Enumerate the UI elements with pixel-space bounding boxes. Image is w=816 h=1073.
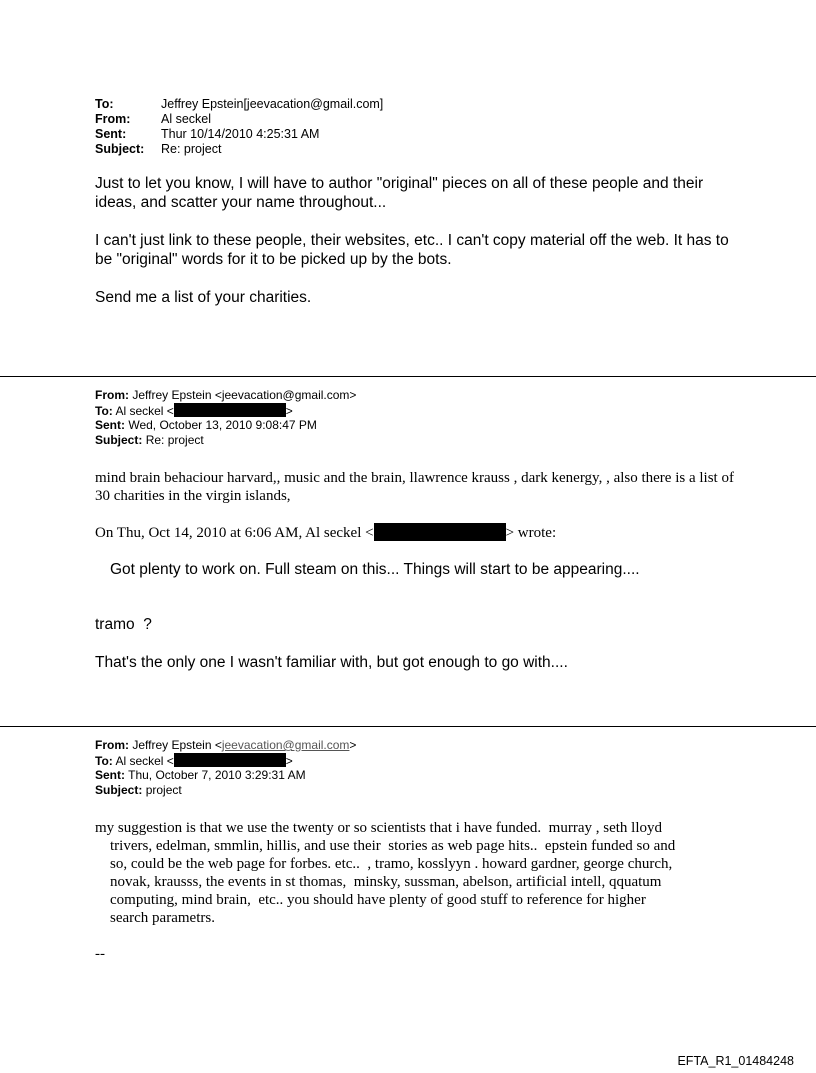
quote-intro-prefix: On Thu, Oct 14, 2010 at 6:06 AM, Al seckel < (95, 525, 374, 541)
sent-label: Sent: (95, 768, 125, 782)
subject-value: project (145, 783, 182, 797)
msg1-paragraph-2: I can't just link to these people, their websites, etc.. I can't copy material off the web. It has to be "original" words for it to be picked up by the bots. (95, 232, 729, 268)
msg1-paragraph-3: Send me a list of your charities. (95, 289, 312, 306)
subject-label: Subject: (95, 142, 145, 156)
msg3-body-line-4: novak, krausss, the events in st thomas, minsky, sussman, abelson, artificial intell, qquatum (110, 874, 662, 890)
msg3-to-row (95, 753, 356, 768)
msg2-header (95, 388, 356, 448)
msg2-sent-row (95, 418, 356, 433)
sent-label: Sent: (95, 127, 127, 141)
from-value: Al seckel (161, 112, 212, 126)
from-suffix: > (349, 738, 357, 752)
divider-1 (0, 376, 816, 377)
from-email-link[interactable]: jeevacation@gmail.com (221, 738, 350, 752)
msg3-body-line-5: computing, mind brain, etc.. you should have plenty of good stuff to reference for higher (110, 892, 646, 908)
msg2-quote-intro (95, 523, 556, 542)
msg3-body-line-3: so, could be the web page for forbes. etc.. , tramo, kosslyyn . howard gardner, george church, (110, 856, 673, 872)
document-id: EFTA_R1_01484248 (677, 1054, 794, 1068)
msg3-from-row (95, 738, 356, 753)
from-label: From: (95, 112, 131, 126)
msg3-sent-row (95, 768, 356, 783)
subject-value: Re: project (145, 433, 204, 447)
msg1-to-row (95, 97, 383, 112)
msg3-signature: -- (95, 946, 105, 962)
msg2-quoted-text: Got plenty to work on. Full steam on this... Things will start to be appearing.... (110, 561, 640, 578)
from-value: Jeffrey Epstein <jeevacation@gmail.com> (132, 388, 357, 402)
redaction-bar (374, 523, 506, 541)
from-prefix: Jeffrey Epstein < (132, 738, 222, 752)
quote-intro-suffix: > wrote: (505, 525, 557, 541)
to-suffix: > (285, 404, 293, 418)
msg1-body (95, 174, 735, 307)
msg2-to-row (95, 403, 356, 418)
to-prefix: Al seckel < (115, 754, 174, 768)
sent-value: Thur 10/14/2010 4:25:31 AM (161, 127, 320, 141)
msg1-paragraph-1: Just to let you know, I will have to author "original" pieces on all of these people and their ideas, and scatter your name throughout... (95, 175, 704, 211)
to-prefix: Al seckel < (115, 404, 174, 418)
msg1-subject-row (95, 142, 383, 157)
subject-label: Subject: (95, 783, 143, 797)
divider-2 (0, 726, 816, 727)
msg1-sent-row (95, 127, 383, 142)
redaction-bar (174, 403, 286, 417)
msg2-subject-row (95, 433, 356, 448)
msg2-body: mind brain behaciour harvard,, music and the brain, llawrence krauss , dark kenergy, , also there is a list of 30 charities in the virgin islands, (95, 470, 734, 504)
to-label: To: (95, 754, 113, 768)
msg3-body-line-2: trivers, edelman, smmlin, hillis, and use their stories as web page hits.. epstein funded so and (110, 838, 676, 854)
msg1-header (95, 97, 383, 157)
redaction-bar (174, 753, 286, 767)
msg2-familiar: That's the only one I wasn't familiar with, but got enough to go with.... (95, 654, 568, 671)
msg3-subject-row (95, 783, 356, 798)
to-label: To: (95, 97, 114, 111)
msg3-body-line-6: search parametrs. (110, 910, 215, 926)
sent-value: Thu, October 7, 2010 3:29:31 AM (128, 768, 306, 782)
to-suffix: > (285, 754, 293, 768)
to-label: To: (95, 404, 113, 418)
subject-value: Re: project (161, 142, 222, 156)
msg2-tramo: tramo ? (95, 616, 152, 633)
msg1-from-row (95, 112, 383, 127)
to-value: Jeffrey Epstein[jeevacation@gmail.com] (161, 97, 384, 111)
from-label: From: (95, 388, 129, 402)
from-label: From: (95, 738, 129, 752)
msg3-body (95, 819, 775, 927)
msg3-body-line-1: my suggestion is that we use the twenty or so scientists that i have funded. murray , seth lloyd (95, 820, 662, 836)
msg2-from-row (95, 388, 356, 403)
sent-label: Sent: (95, 418, 125, 432)
subject-label: Subject: (95, 433, 143, 447)
msg3-header (95, 738, 356, 798)
sent-value: Wed, October 13, 2010 9:08:47 PM (128, 418, 317, 432)
